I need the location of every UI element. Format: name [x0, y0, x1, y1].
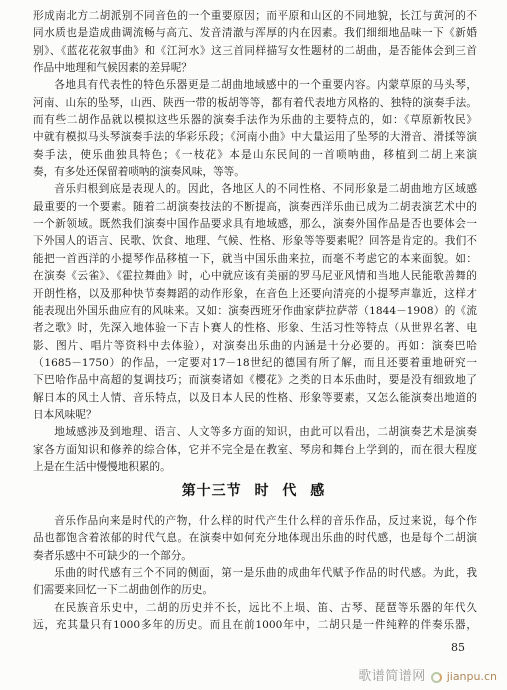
text-line: 音乐作品向来是时代的产物，什么样的时代产生什么样的音乐作品，反过来说，每个作	[54, 515, 477, 527]
text-line: 上是在生活中慢慢地积累的。	[33, 460, 171, 473]
paragraph	[33, 600, 477, 635]
text-line: 影、图片、唱片等资料中去体验），对演奏出乐曲的内涵是十分必要的。再如：演奏巴哈	[33, 339, 477, 352]
text-line: 能把一首西洋的小提琴作品移植一下，就当中国乐曲来拉，而毫不考虑它的本来面貌。如：	[33, 252, 477, 265]
text-line: 奏手法，使乐曲独具特色；《一枝花》本是山东民间的一首唢呐曲，移植到二胡上来演	[33, 148, 477, 161]
text-line: 中就有模拟马头琴演奏手法的华彩乐段；《河南小曲》中大量运用了坠琴的大滑音、滑揉等演	[33, 131, 477, 144]
text-line: 日本风味呢？	[33, 408, 97, 421]
watermark-domain: jianpu.cn	[446, 670, 497, 683]
text-line: 在民族音乐史中，二胡的历史并不长，远比不上埙、笛、古琴、琵琶等乐器的年代久	[54, 601, 477, 614]
text-line: 奏，有多处还保留着唢呐的演奏风味，等等。	[33, 166, 245, 179]
text-line: 下巴哈作品中高超的复调技巧；而演奏诸如《樱花》之类的日本乐曲时，要是没有细致地了	[33, 374, 477, 387]
watermark	[358, 668, 497, 686]
text-line: 同水质也是造成曲调流畅与高亢、发音清澈与浑厚的内在因素。我们细细地品味一下《新婚	[33, 27, 477, 40]
paragraph	[33, 8, 477, 77]
text-line: 最重要的一个要素。随着二胡演奏技法的不断提高，演奏西洋乐曲已成为二胡表演艺术中的	[33, 200, 477, 213]
text-line: 地域感涉及到地理、语言、人文等多方面的知识，由此可以看出，二胡演奏艺术是演奏	[54, 426, 477, 439]
body-text	[33, 8, 477, 476]
text-line: 下外国人的语言、民歌、饮食、地理、气候、性格、形象等等要素呢？回答是肯定的。我们不	[33, 235, 477, 248]
paragraph	[33, 565, 477, 600]
text-line: 一个新领域。既然我们演奏中国作品要求具有地域感，那么，演奏外国作品是否也要体会一	[33, 218, 477, 231]
text-line: 者之歌》时，先深入地体验一下吉卜赛人的性格、形象、生活习性等特点（从世界名著、电	[33, 322, 477, 335]
text-line: 而有些二胡作品就以模拟这些乐器的演奏手法作为乐曲的主要特点的，如：《草原新牧民》	[33, 114, 477, 127]
text-line: 们需要来回忆一下二胡曲创作的历史。	[33, 584, 214, 597]
text-line: 音乐归根到底是表现人的。因此，各地区人的不同性格、不同形象是二胡曲地方区域感	[54, 183, 477, 196]
text-line: 解日本的风土人情、音乐特点，以及日本人民的性格、形象等要素，又怎么能演奏出地道的	[33, 391, 477, 404]
text-line: 远，充其量只有1000多年的历史。而且在前1000年中，二胡只是一件纯粹的伴奏乐器，	[33, 619, 477, 632]
text-line: 品也都饱含着浓郁的时代气息。在演奏中如何充分地体现出乐曲的时代感，也是每个二胡演	[33, 532, 477, 545]
swirl-logo-icon	[431, 672, 442, 683]
page-number: 85	[451, 641, 465, 654]
text-line: 作品中地理和气候因素的差异呢？	[33, 62, 192, 75]
text-line: （1685－1750）的作品，一定要对17－18世纪的德国有所了解，而且还要着重地研究一	[33, 356, 477, 369]
text-line: 家各方面知识和修养的综合体，它并不完全是在教室、琴房和舞台上学到的，而在很大程度	[33, 443, 477, 456]
text-line: 奏者乐感中不可缺少的一个部分。	[33, 549, 192, 562]
paragraph	[33, 181, 477, 424]
text-line: 别》、《蓝花花叙事曲》和《江河水》这三首同样描写女性题材的二胡曲，是否能体会到三首	[33, 44, 477, 57]
watermark-site-name: 歌谱简谱网	[358, 669, 426, 684]
text-line: 开朗性格，以及那种快节奏舞蹈的动作形象，在音色上还要向清亮的小提琴声靠近，这样才	[33, 287, 477, 300]
paragraph	[33, 424, 477, 476]
text-line: 乐曲的时代感有三个不同的侧面，第一是乐曲的成曲年代赋予作品的时代感。为此，我	[54, 567, 477, 580]
text-line: 在演奏《云雀》、《霍拉舞曲》时，心中就应该有美丽的罗马尼亚风情和当地人民能歌善舞的	[33, 270, 477, 283]
paragraph	[33, 77, 477, 181]
paragraph	[33, 513, 477, 565]
text-line: 形成南北方二胡派别不同音色的一个重要原因；而平原和山区的不同地貌，长江与黄河的不	[33, 10, 477, 22]
text-line: 能表现出外国乐曲应有的风味来。又如：演奏西班牙作曲家萨拉萨蒂（1844－1908）的《流	[33, 304, 477, 317]
text-line: 各地具有代表性的特色乐器更是二胡曲地域感中的一个重要内容。内蒙草原的马头琴，	[54, 79, 477, 92]
section-heading: 第十三节 时 代 感	[181, 483, 326, 499]
text-line: 河南、山东的坠琴，山西、陕西一带的板胡等等，都有着代表地方风格的、独特的演奏手法。	[33, 96, 477, 109]
section-body-text	[33, 513, 477, 634]
